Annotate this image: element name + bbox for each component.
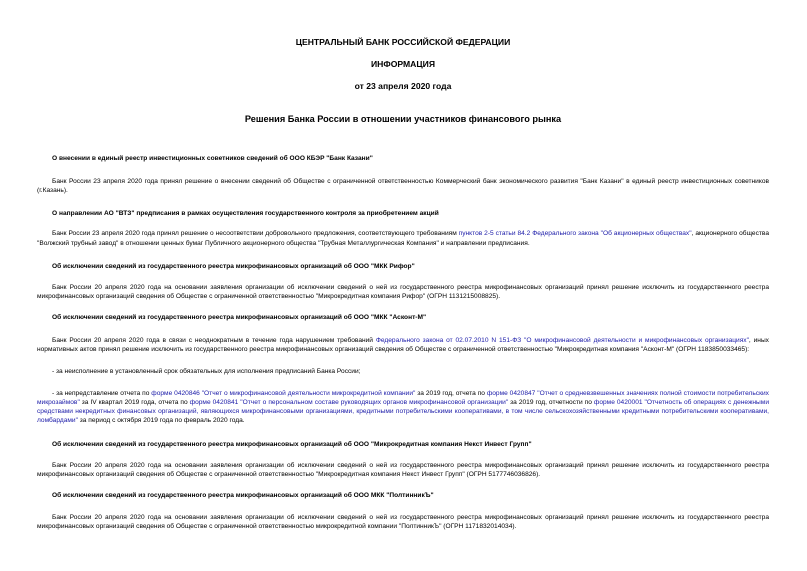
form-link-0420846[interactable]: форме 0420846 "Отчет о микрофинансовой деятельности микрокредитной компании"	[151, 389, 416, 397]
paragraph-text: за 2019 год, отчетности по	[508, 399, 594, 407]
section-paragraph	[37, 229, 769, 247]
section-heading-mkk-next-invest: Об исключении сведений из государственного реестра микрофинансовых организаций об ООО "Микрокредитная компания Некст Инвест Групп"	[52, 440, 532, 448]
form-link-0420847[interactable]: форме 0420847 "Отчет о средневзвешенных значениях полной стоимости потребительских микрозаймов"	[37, 389, 769, 407]
list-item: - за неисполнение в установленный срок обязательных для исполнения предписаний Банка России;	[52, 367, 361, 375]
section-heading-investment-advisors: О внесении в единый реестр инвестиционных советников сведений об ООО КБЭР "Банк Казани"	[52, 155, 373, 162]
paragraph-text: , иных нормативных актов принял решение исключить из государственного реестра микрофинансовых организаций сведения об Обществе с ограниченной ответственностью "Микрокредитная компания "Асконт-М" (ОГРН 1183850033465):	[37, 337, 769, 354]
section-paragraph: Банк России 23 апреля 2020 года принял решение о внесении сведений об Обществе с ограниченной ответственностью Коммерческий банк экономического развития "Банк Казани" в единый реестр инвестиционных советников (г.Казань).	[37, 178, 769, 195]
paragraph-text: за 2019 год, отчета по	[415, 389, 487, 397]
section-heading-mkk-askont: Об исключении сведений из государственного реестра микрофинансовых организаций об ООО "МКК "Асконт-М"	[52, 314, 427, 322]
form-link-0420841[interactable]: форме 0420841 "Отчет о персональном составе руководящих органов микрофинансовой организации"	[189, 399, 509, 407]
paragraph-text: - за непредставление отчета по	[52, 389, 152, 397]
form-link-0420001[interactable]: форме 0420001 "Отчетность об операциях с денежными средствами некредитных финансовых организаций, являющихся микрофинансовыми организациями, кредитными потребительскими кооперативами, в том числе сельскохозяйственными кредитными потребительскими кооперативами, ломбардами"	[37, 399, 769, 425]
paragraph-text: за IV квартал 2019 года, отчета по	[79, 399, 190, 407]
document-org-heading: ЦЕНТРАЛЬНЫЙ БАНК РОССИЙСКОЙ ФЕДЕРАЦИИ	[295, 37, 511, 47]
document-date: от 23 апреля 2020 года	[354, 81, 452, 91]
list-item	[37, 389, 769, 426]
section-paragraph	[37, 336, 769, 354]
section-paragraph: Банк России 20 апреля 2020 года на основании заявления организации об исключении сведений о ней из государственного реестра микрофинансовых организаций принял решение исключить из государственного реестра микрофинансовых организаций сведения об Обществе с ограниченной ответственностью микрокредитной компании "ПолтинникЪ" (ОГРН 1171832014034).	[37, 514, 769, 531]
section-paragraph: Банк России 20 апреля 2020 года на основании заявления организации об исключении сведений о ней из государственного реестра микрофинансовых организаций принял решение исключить из государственного реестра микрофинансовых организаций сведения об Обществе с ограниченной ответственностью "Микрокредитная компания Рифор" (ОГРН 1131215008825).	[37, 283, 769, 301]
document-type-heading: ИНФОРМАЦИЯ	[370, 59, 436, 69]
document-page	[37, 30, 769, 531]
law-link[interactable]: Федерального закона от 02.07.2010 N 151-ФЗ "О микрофинансовой деятельности и микрофинансовых организациях"	[375, 337, 749, 345]
paragraph-text: за период с октября 2019 года по февраль 2020 года.	[77, 417, 245, 425]
paragraph-text: , акционерного общества "Волжский трубный завод" в отношении ценных бумаг Публичного акционерного общества "Трубная Металлургическая Компания" и направлении предписания.	[37, 230, 770, 247]
section-heading-mkk-rifor: Об исключении сведений из государственного реестра микрофинансовых организаций об ООО "МКК Рифор"	[52, 262, 415, 270]
section-heading-mkk-poltinnik: Об исключении сведений из государственного реестра микрофинансовых организаций об ООО МКК "ПолтинникЪ"	[52, 492, 434, 500]
paragraph-text: Банк России 23 апреля 2020 года принял решение о несоответствии добровольного предложения, соответствующего требованиям	[52, 230, 459, 238]
paragraph-text: Банк России 20 апреля 2020 года в связи с неоднократным в течение года нарушением требований	[52, 337, 376, 345]
section-heading-vtz-order: О направлении АО "ВТЗ" предписания в рамках осуществления государственного контроля за приобретением акций	[52, 210, 439, 218]
document-title: Решения Банка России в отношении участников финансового рынка	[244, 114, 562, 124]
section-paragraph: Банк России 20 апреля 2020 года на основании заявления организации об исключении сведений о ней из государственного реестра микрофинансовых организаций принял решение исключить из государственного реестра микрофинансовых организаций сведения об Обществе с ограниченной ответственностью "Микрокредитная компания Некст Инвест Групп" (ОГРН 5177746036826).	[37, 461, 769, 478]
law-link[interactable]: пунктов 2-5 статьи 84.2 Федерального закона "Об акционерных обществах"	[458, 230, 692, 238]
